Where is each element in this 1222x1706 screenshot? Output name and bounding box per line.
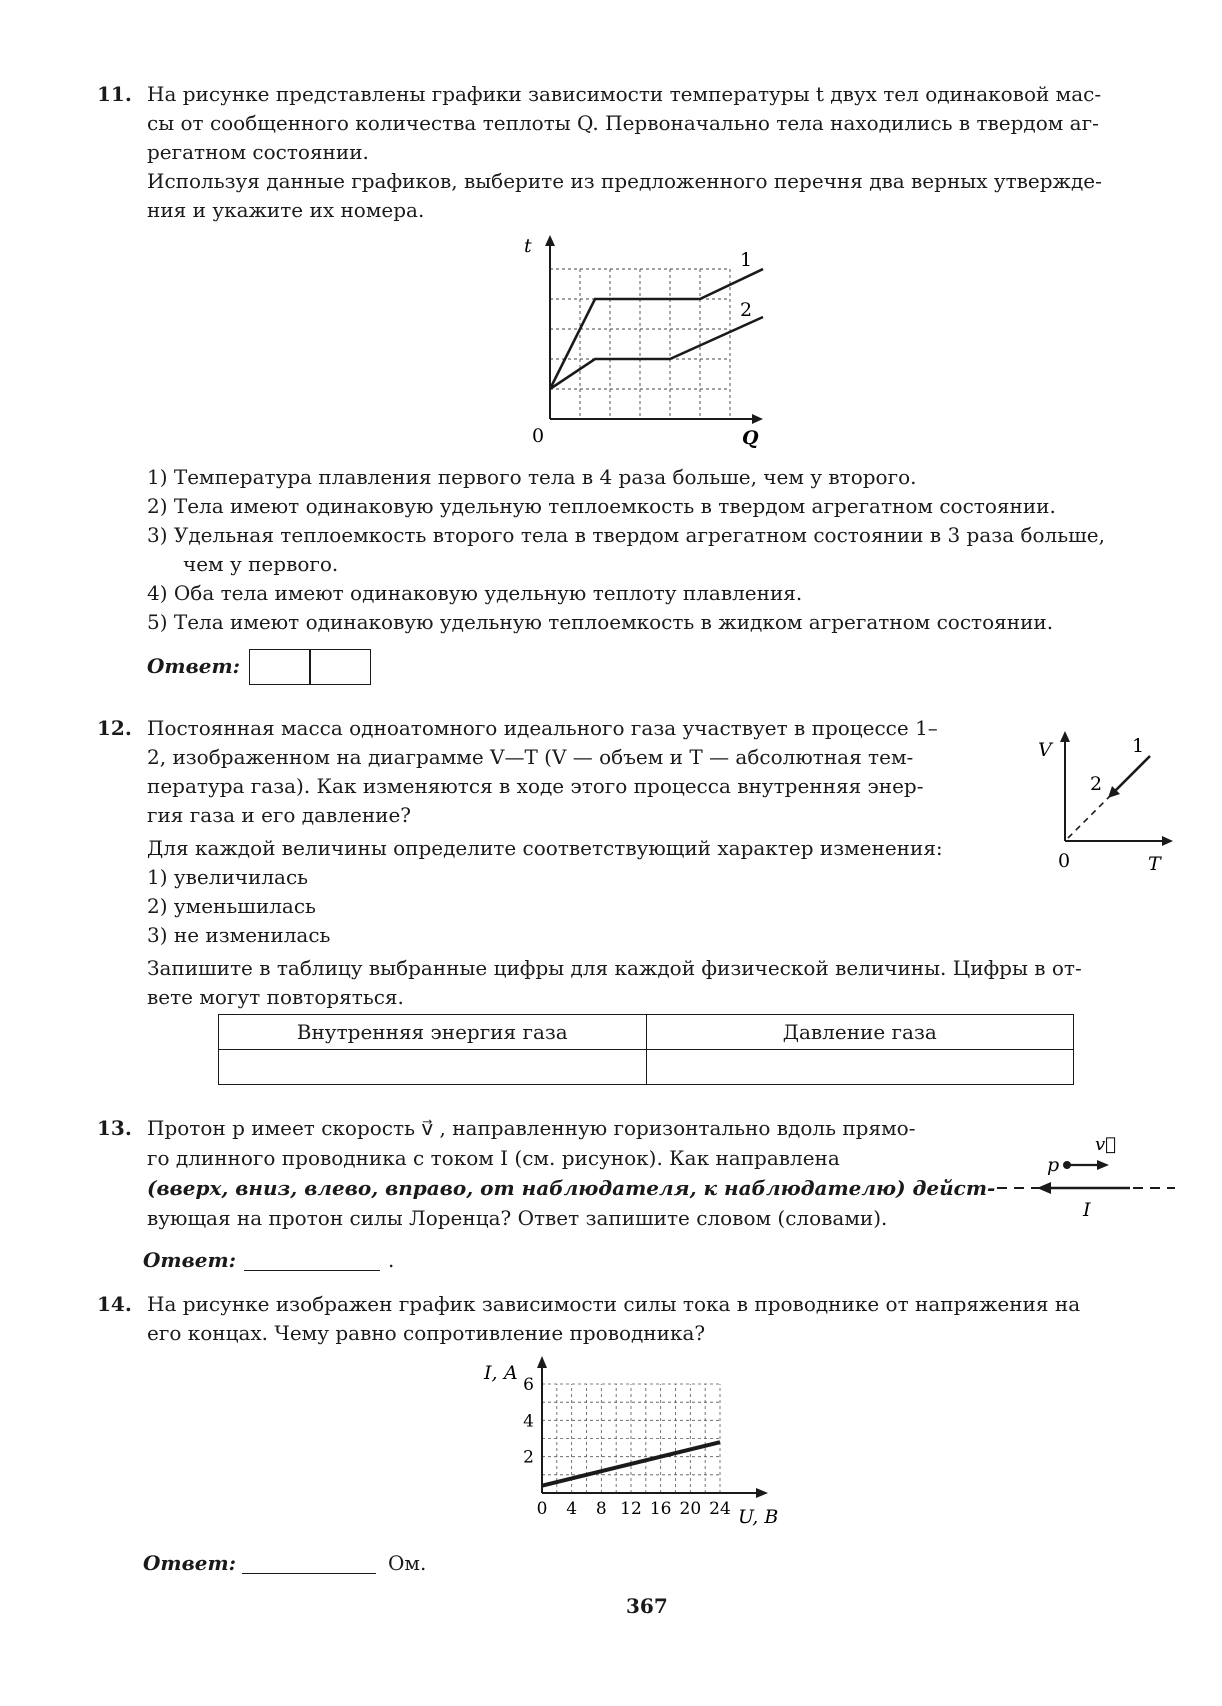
q14-x-tick-label: 8 [595,1499,607,1519]
q12-number: 12. [97,716,132,740]
q14-x-tick-label: 16 [649,1499,672,1519]
q14-chart [470,1352,810,1527]
q12-y-label: V [1038,739,1052,761]
q12-answer-energy[interactable] [219,1050,647,1085]
q14-unit: Ом. [388,1551,427,1575]
q11-option-2: 2) Тела имеют одинаковую удельную теплоемкость в твердом агрегатном состоянии. [147,494,1056,518]
q14-y-tick-label: 2 [523,1447,534,1468]
q12-x-label: T [1148,853,1161,875]
q11-x-label: Q [742,427,759,449]
q13-line-2: го длинного проводника с током I (см. рисунок). Как направлена [147,1146,840,1170]
q11-curve-2-label: 2 [740,299,753,321]
q12-line-4: гия газа и его давление? [147,803,412,827]
q14-y-label: I, А [484,1362,518,1384]
q12-choice-1: 1) увеличилась [147,865,309,889]
q12-point-1-label: 1 [1132,735,1145,757]
q13-velocity-label: v⃗ [1095,1134,1116,1155]
q12-choice-3: 3) не изменилась [147,923,331,947]
q14-y-tick-label: 6 [523,1375,534,1395]
q11-number: 11. [97,82,132,106]
q11-option-3-cont: чем у первого. [183,552,339,576]
q11-option-4: 4) Оба тела имеют одинаковую удельную теплоту плавления. [147,581,803,605]
q12-point-2-label: 2 [1090,773,1103,795]
q14-x-tick-label: 12 [620,1499,642,1519]
q11-option-3: 3) Удельная теплоемкость второго тела в твердом агрегатном состоянии в 3 раза больше, [147,523,1105,547]
q13-velocity-arrow [1097,1160,1109,1170]
q13-answer-line[interactable] [244,1270,380,1271]
q11-x-arrow [752,414,763,424]
q11-option-1: 1) Температура плавления первого тела в 4 раза больше, чем у второго. [147,465,917,489]
q12-answer-table [218,1014,1074,1085]
q12-line-9: Запишите в таблицу выбранные цифры для каждой физической величины. Цифры в от- [147,956,1082,980]
q12-choice-2: 2) уменьшилась [147,894,316,918]
q13-answer-label: Ответ: [143,1248,236,1272]
q13-line-4: вующая на протон силы Лоренца? Ответ запишите словом (словами). [147,1206,888,1230]
q11-line-5: ния и укажите их номера. [147,198,425,222]
q14-x-tick-label: 4 [566,1499,578,1519]
q14-answer-line[interactable] [242,1573,376,1574]
q11-y-arrow [545,235,555,246]
q14-x-tick-label: 20 [679,1499,702,1519]
q12-process-line [1114,756,1150,792]
q11-option-5: 5) Тела имеют одинаковую удельную теплоемкость в жидком агрегатном состоянии. [147,610,1054,634]
q13-current-label: I [1083,1199,1091,1218]
q12-line-10: вете могут повторяться. [147,985,404,1009]
q11-answer-label: Ответ: [147,654,240,678]
q11-origin-label: 0 [532,425,545,447]
page-number: 367 [626,1594,668,1618]
q12-header-pressure: Давление газа [646,1015,1074,1050]
q13-proton-label: p [1047,1154,1060,1176]
q14-number: 14. [97,1292,132,1316]
q14-x-tick-label: 0 [536,1499,548,1519]
q12-origin-label: 0 [1058,850,1071,872]
q14-x-arrow [756,1488,768,1498]
q13-current-arrow [1037,1182,1051,1194]
q14-x-tick-label: 24 [709,1499,731,1519]
q11-line-3: регатном состоянии. [147,140,369,164]
q14-y-arrow [537,1356,547,1368]
q14-answer-label: Ответ: [143,1551,236,1575]
q13-number: 13. [97,1116,132,1140]
q13-line-3: (вверх, вниз, влево, вправо, от наблюдателя, к наблюдателю) дейст- [147,1176,996,1200]
q14-line-2: его концах. Чему равно сопротивление проводника? [147,1321,706,1345]
q14-y-tick-label: 4 [523,1411,534,1432]
q14-x-label: U, В [738,1506,779,1527]
q13-figure [995,1128,1180,1218]
q11-answer-cell-2[interactable] [309,649,371,685]
q12-line-2: 2, изображенном на диаграмме V—T (V — объем и T — абсолютная тем- [147,745,914,769]
q13-answer-end: . [388,1248,395,1272]
q12-header-energy: Внутренняя энергия газа [219,1015,647,1050]
q11-line-2: сы от сообщенного количества теплоты Q. Первоначально тела находились в твердом аг- [147,111,1099,135]
q11-y-label: t [524,235,532,257]
q12-line-3: пература газа). Как изменяются в ходе этого процесса внутренняя энер- [147,774,924,798]
q11-answer-cell-1[interactable] [249,649,311,685]
q12-extension-line [1068,796,1110,838]
q12-answer-pressure[interactable] [646,1050,1074,1085]
q12-line-5: Для каждой величины определите соответствующий характер изменения: [147,836,943,860]
q12-graph [1030,728,1180,878]
q12-line-1: Постоянная масса одноатомного идеального газа участвует в процессе 1– [147,716,938,740]
q13-line-1: Протон p имеет скорость v⃗ , направленную горизонтально вдоль прямо- [147,1116,916,1140]
q12-x-arrow [1162,836,1173,846]
q11-graph [520,232,770,462]
q11-curve-1-label: 1 [740,249,753,271]
q12-y-arrow [1060,731,1070,742]
q11-line-4: Используя данные графиков, выберите из предложенного перечня два верных утвержде- [147,169,1102,193]
q14-line-1: На рисунке изображен график зависимости силы тока в проводнике от напряжения на [147,1292,1081,1316]
q11-line-1: На рисунке представлены графики зависимости температуры t двух тел одинаковой мас- [147,82,1102,106]
